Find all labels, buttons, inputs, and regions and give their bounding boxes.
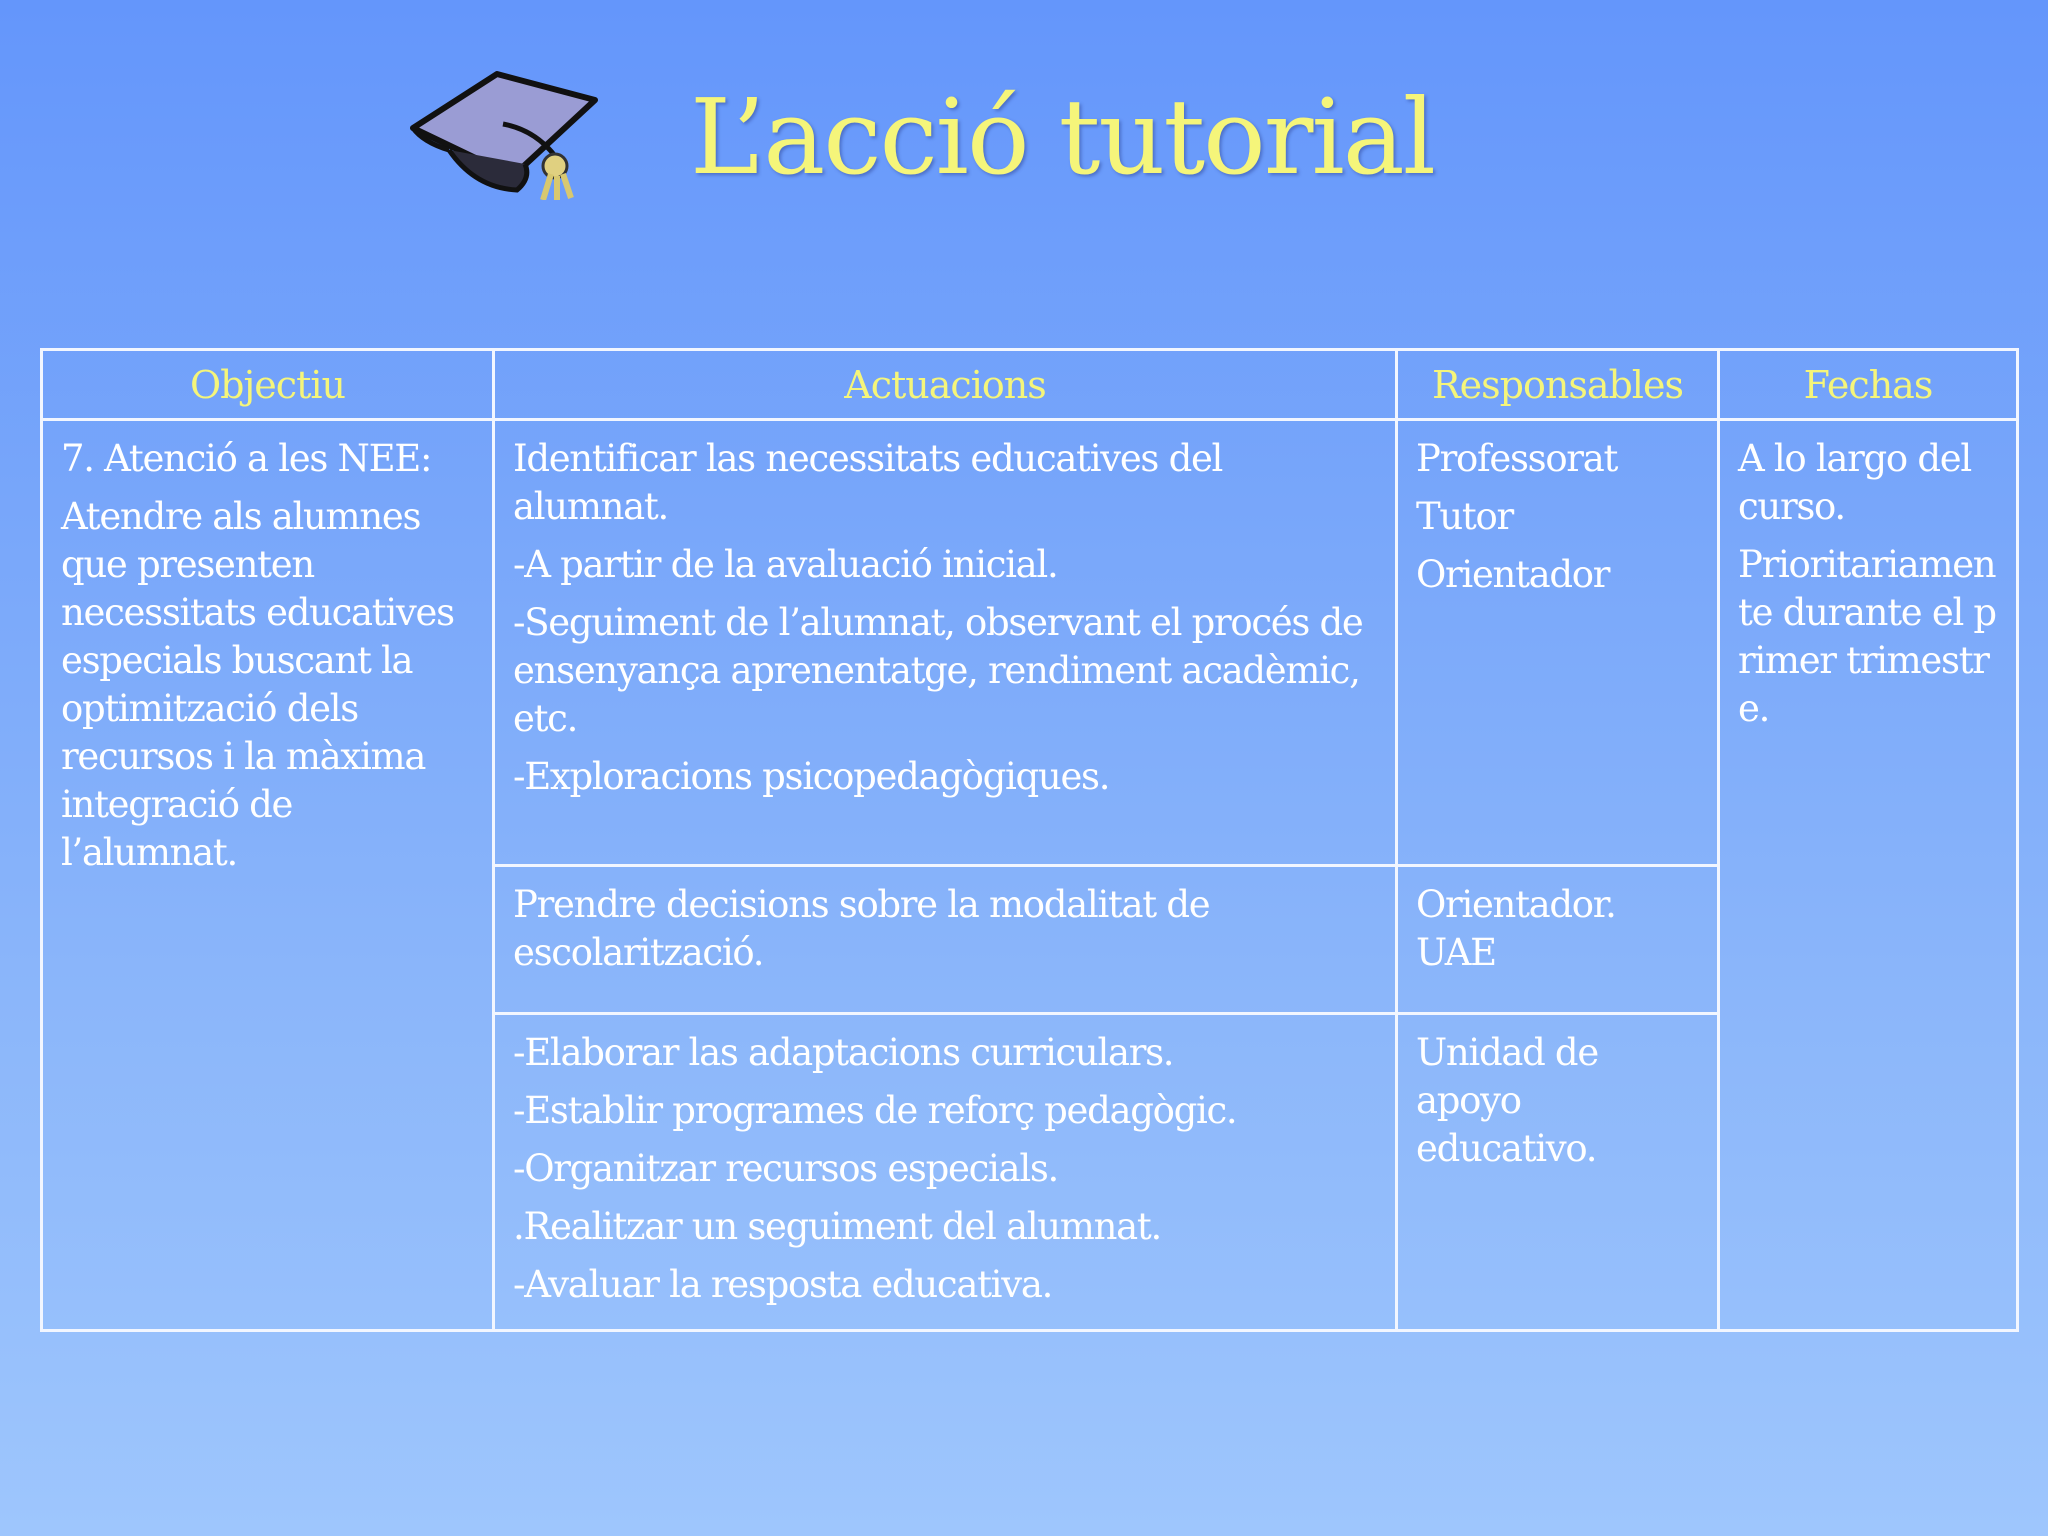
actuacions-cell: [494, 1014, 1397, 1331]
actuacio-item: .Realitzar un seguiment del alumnat.: [513, 1205, 1161, 1248]
actuacio-item: -Elaborar las adaptacions curriculars.: [513, 1031, 1174, 1074]
actuacio-item: -Establir programes de reforç pedagògic.: [513, 1089, 1237, 1132]
responsable-item: Tutor: [1416, 495, 1513, 538]
fechas-cell: [1719, 420, 2018, 1331]
graduation-cap-icon: [405, 60, 605, 200]
responsable-item: Orientador: [1416, 553, 1610, 596]
responsable-item: Professorat: [1416, 437, 1618, 480]
fecha-item: A lo largo del curso.: [1738, 437, 1971, 528]
responsable-item: Unidad de apoyo educativo.: [1416, 1031, 1598, 1170]
actuacio-item: -A partir de la avaluació inicial.: [513, 543, 1058, 586]
actuacio-item: Identificar las necessitats educatives del alumnat.: [513, 437, 1223, 528]
actuacio-item: -Seguiment de l’alumnat, observant el procés de ensenyança aprenentatge, rendiment acadèmic, etc.: [513, 601, 1363, 740]
responsables-cell: [1397, 420, 1719, 866]
actuacions-cell: [494, 866, 1397, 1014]
header-fechas: Fechas: [1719, 350, 2018, 420]
nee-table: [40, 348, 2019, 1332]
responsables-cell: [1397, 1014, 1719, 1331]
header-responsables: Responsables: [1397, 350, 1719, 420]
objectiu-cell: [42, 420, 494, 1331]
actuacio-item: Prendre decisions sobre la modalitat de escolarització.: [513, 883, 1210, 974]
objectiu-text: Atendre als alumnes que presenten necessitats educatives especials buscant la optimització dels recursos i la màxima integració de l’alumnat.: [61, 495, 454, 874]
slide-title: L’acció tutorial: [690, 76, 1435, 198]
header-row: [42, 350, 2018, 420]
responsables-cell: [1397, 866, 1719, 1014]
actuacio-item: -Avaluar la resposta educativa.: [513, 1263, 1053, 1306]
actuacions-cell: [494, 420, 1397, 866]
responsable-item: Orientador. UAE: [1416, 883, 1616, 974]
table-row: [42, 420, 2018, 866]
header-objectiu: Objectiu: [42, 350, 494, 420]
fecha-item: Prioritariamente durante el primer trimestre.: [1738, 543, 1996, 730]
actuacio-item: -Organitzar recursos especials.: [513, 1147, 1058, 1190]
header-actuacions: Actuacions: [494, 350, 1397, 420]
objectiu-heading: 7. Atenció a les NEE:: [61, 437, 432, 480]
actuacio-item: -Exploracions psicopedagògiques.: [513, 755, 1110, 798]
